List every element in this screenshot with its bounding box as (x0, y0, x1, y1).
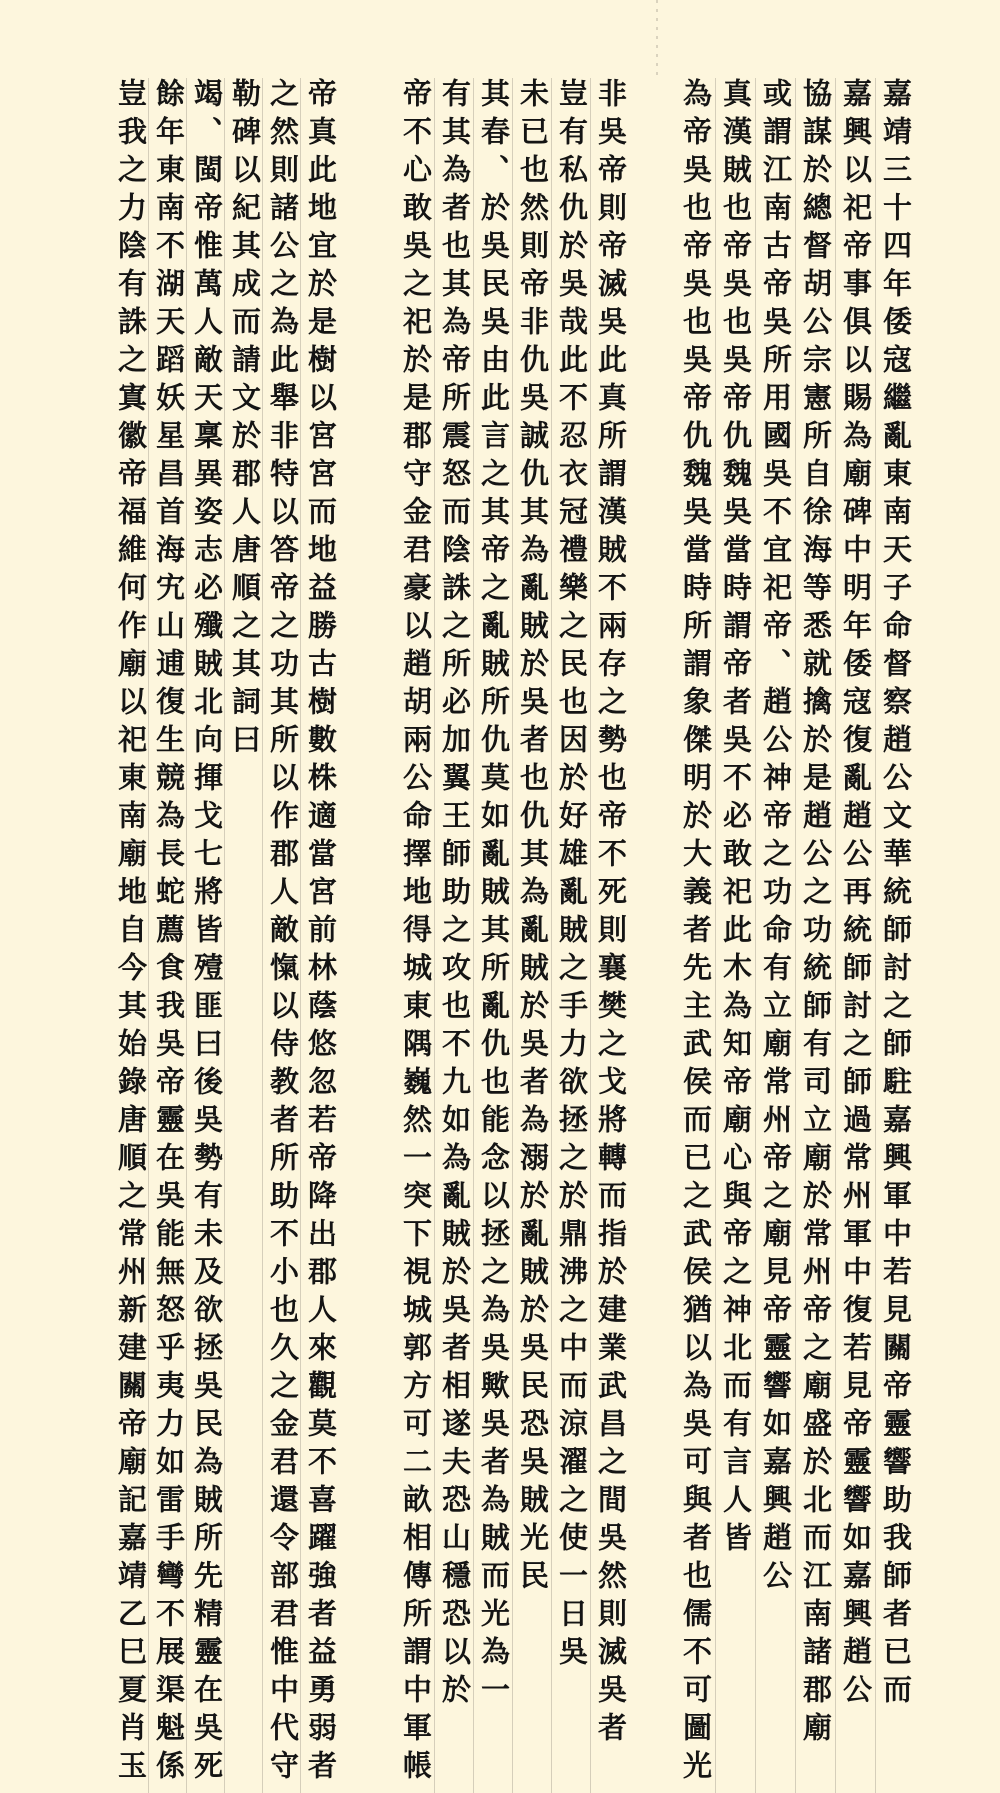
text-block-left (110, 78, 350, 1793)
text-column: 豈有私仇於吳哉此不忍衣冠禮樂之民也因於好雄亂賊之手力欲拯之於鼎沸之中而涼濯之使一日吳 (555, 78, 589, 1674)
text-column: 勒碑以紀其成而請文於郡人唐順之其詞曰 (228, 78, 262, 762)
text-column: 真漢賊也帝吳也吳帝仇魏吳當時謂帝者吳不必敢祀此木為知帝廟心與帝之神北而有言人皆 (719, 78, 753, 1560)
text-column: 豈我之力陰有誅之寘徽帝福維何作廟以祀東南廟地自今其始錄唐順之常州新建關帝廟記嘉靖乙巳夏肖玉 (114, 78, 148, 1788)
text-column: 嘉興以祀帝事俱以賜為廟碑中明年倭寇復亂趙公再統師討之師過常州軍中復若見帝靈響如嘉興趙公 (839, 78, 873, 1712)
column-rule (835, 78, 836, 1793)
text-column: 或謂江南古帝吳所用國吳不宜祀帝、趙公神帝之功命有立廟常州帝之廟見帝靈響如嘉興趙公 (759, 78, 793, 1598)
column-rule (875, 78, 876, 1793)
text-column: 帝不心敢吳之祀於是郡守金君豪以趙胡兩公命擇地得城東隅巍然一突下視城郭方可二畝相傳所謂中軍帳 (399, 78, 433, 1788)
page-fold-mark (656, 0, 658, 80)
text-column: 帝真此地宜於是樹以宮宮而地益勝古樹數株適當宮前林蔭悠忽若帝降出郡人來觀莫不喜躍強者益勇弱者 (304, 78, 338, 1788)
text-column: 嘉靖三十四年倭寇繼亂東南天子命督察趙公文華統師討之師駐嘉興軍中若見關帝靈響助我師者已而 (879, 78, 913, 1712)
text-column: 有其為者也其為帝所震怒而陰誅之所必加翼王師助之攻也不九如為亂賊於吳者相遂夫恐山穩恐以於 (438, 78, 472, 1712)
text-column: 未已也然則帝非仇吳誠仇其為亂賊於吳者也仇其為亂賊於吳者為溺於亂賊於吳民恐吳賊光民 (516, 78, 550, 1598)
text-column: 餘年東南不湖天蹈妖星昌首海宄山逋復生競為長蛇薦食我吳帝靈在吳能無怒乎夷力如雷手彎不展渠魁係 (152, 78, 186, 1788)
text-column: 協謀於總督胡公宗憲所自徐海等悉就擒於是趙公之功統師有司立廟於常州帝之廟盛於北而江南諸郡廟 (799, 78, 833, 1750)
column-rule (715, 78, 716, 1793)
text-block-right (675, 78, 915, 1793)
text-column: 之然則諸公之為此舉非特以答帝之功其所以作郡人敵愾以侍教者所助不小也久之金君還令部君惟中代守 (266, 78, 300, 1788)
text-block-middle (395, 78, 630, 1793)
text-column: 為帝吳也帝吳也吳帝仇魏吳當時所謂象傑明於大義者先主武侯而已之武侯猶以為吳可與者也儒不可圖光 (679, 78, 713, 1788)
text-column: 竭、閩帝惟萬人敵天稟異姿志必殲賊北向揮戈七將皆殪匪曰後吳勢有未及欲拯吳民為賊所先精靈在吳死 (190, 78, 224, 1788)
text-column: 非吳帝則帝滅吳此真所謂漢賊不兩存之勢也帝不死則襄樊之戈將轉而指於建業武昌之間吳然則滅吳者 (594, 78, 628, 1750)
column-rule (795, 78, 796, 1793)
column-rule (755, 78, 756, 1793)
text-column: 其春、於吳民吳由此言之其帝之亂賊所仇莫如亂賊其所亂仇也能念以拯之為吳歟吳者為賊而光為一 (477, 78, 511, 1712)
